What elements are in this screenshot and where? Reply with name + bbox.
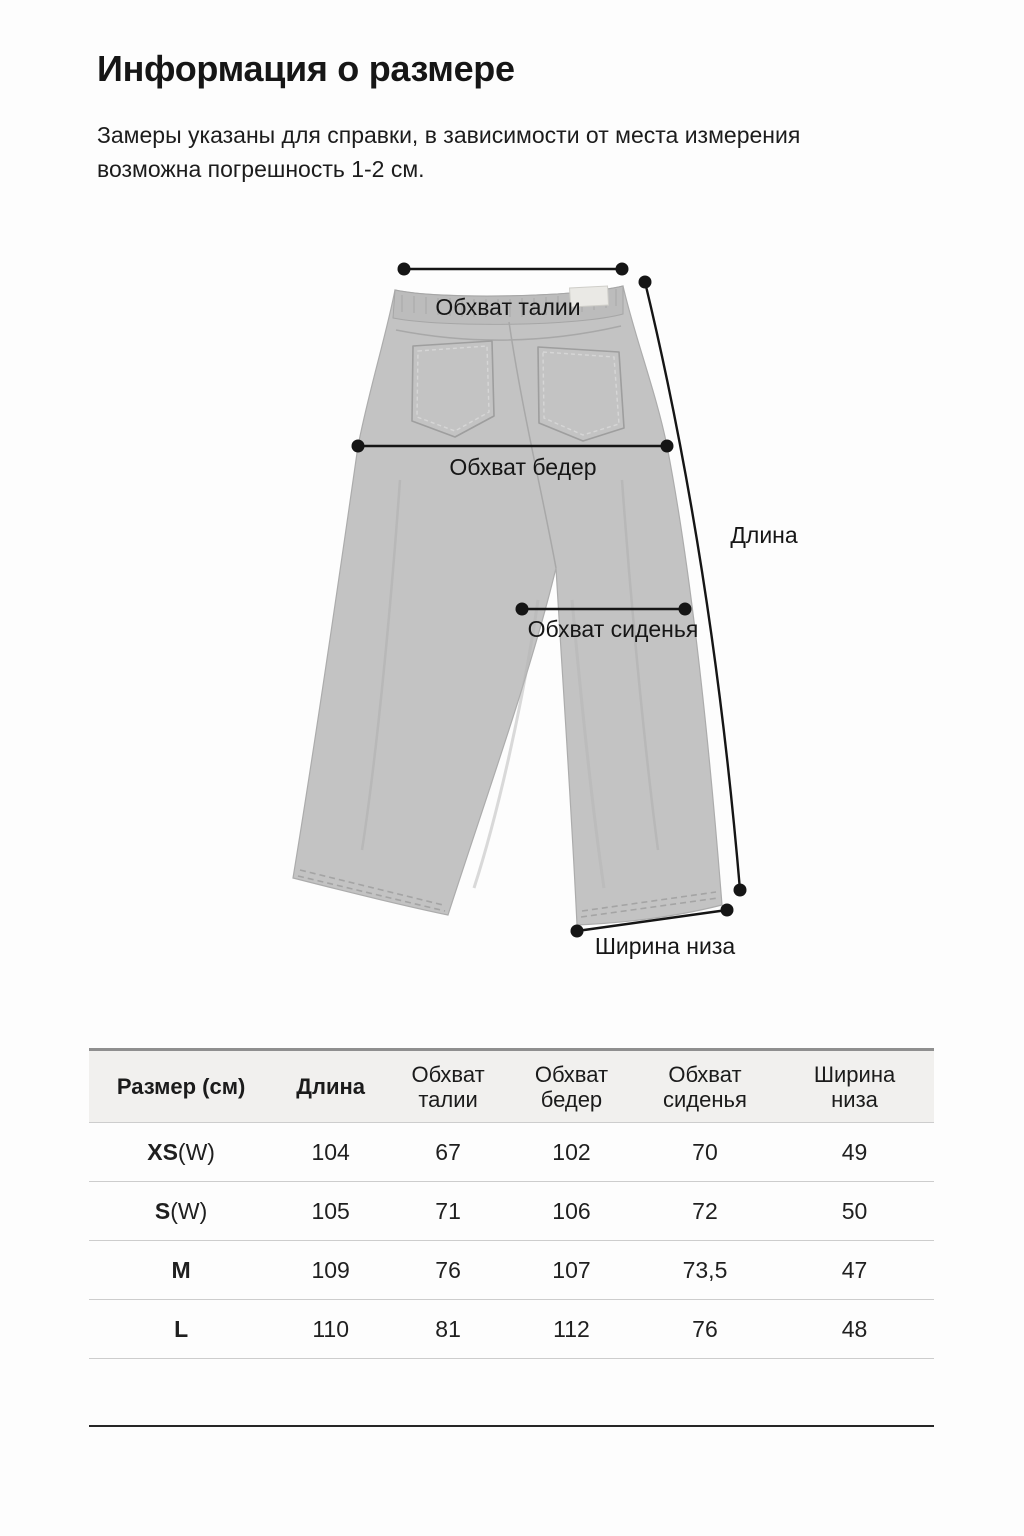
size-table-header (89, 1051, 934, 1123)
pants-diagram-svg (250, 240, 810, 980)
hips-label: Обхват бедер (449, 454, 597, 480)
size-table (89, 1048, 934, 1427)
size-cell (89, 1257, 273, 1284)
waist-measure-line (398, 263, 629, 276)
page-subtitle (97, 118, 800, 186)
seat-cell: 70 (692, 1138, 718, 1165)
seat-cell: 76 (692, 1315, 718, 1342)
back-pocket-right (538, 347, 624, 441)
length-cell: 105 (311, 1197, 350, 1224)
subtitle-line-2: возможна погрешность 1-2 см. (97, 156, 425, 182)
hem-cell: 49 (841, 1138, 868, 1165)
hips-cell: 107 (552, 1256, 591, 1283)
back-pocket-left (412, 341, 494, 437)
size-value: L (174, 1315, 189, 1342)
pants-measurement-diagram (250, 240, 810, 980)
column-header-seat: Обхват сиденья (663, 1061, 747, 1112)
size-cell (89, 1316, 273, 1343)
table-row-l (89, 1300, 934, 1359)
pants-silhouette (293, 286, 722, 925)
table-row-m (89, 1241, 934, 1300)
waist-cell: 76 (435, 1256, 461, 1283)
page-title: Информация о размере (97, 48, 515, 89)
size-value: M (171, 1256, 191, 1283)
hem-cell: 47 (841, 1256, 868, 1283)
size-cell (89, 1139, 273, 1166)
waist-cell: 67 (435, 1138, 461, 1165)
hips-cell: 102 (552, 1138, 591, 1165)
column-header-waist: Обхват талии (411, 1061, 485, 1112)
column-header-hips: Обхват бедер (534, 1061, 609, 1112)
length-label: Длина (730, 522, 798, 548)
waist-cell: 81 (435, 1315, 461, 1342)
hem-width-label: Ширина низа (594, 933, 736, 959)
seat-cell: 72 (692, 1197, 718, 1224)
length-cell: 110 (312, 1315, 349, 1342)
size-suffix: (W) (177, 1138, 215, 1165)
size-value: XS (147, 1138, 178, 1165)
waist-label: Обхват талии (435, 294, 581, 320)
column-header-hem: Ширина низа (813, 1061, 896, 1112)
size-suffix: (W) (170, 1197, 208, 1224)
hips-cell: 112 (553, 1315, 590, 1342)
size-cell (89, 1198, 273, 1225)
column-header-size: Размер (см) (116, 1074, 246, 1099)
subtitle-line-1: Замеры указаны для справки, в зависимости от места измерения (97, 122, 801, 148)
waist-cell: 71 (435, 1197, 461, 1224)
hem-cell: 48 (841, 1315, 868, 1342)
hips-cell: 106 (552, 1197, 591, 1224)
table-row-xs (89, 1123, 934, 1182)
seat-cell: 73,5 (682, 1256, 728, 1283)
empty-table-row (89, 1359, 934, 1425)
length-cell: 104 (311, 1138, 350, 1165)
length-cell: 109 (311, 1256, 350, 1283)
seat-label: Обхват сиденья (527, 616, 699, 642)
column-header-length: Длина (296, 1074, 365, 1099)
size-value: S (154, 1197, 171, 1224)
pants-illustration (293, 286, 722, 925)
table-row-s (89, 1182, 934, 1241)
hem-cell: 50 (841, 1197, 868, 1224)
